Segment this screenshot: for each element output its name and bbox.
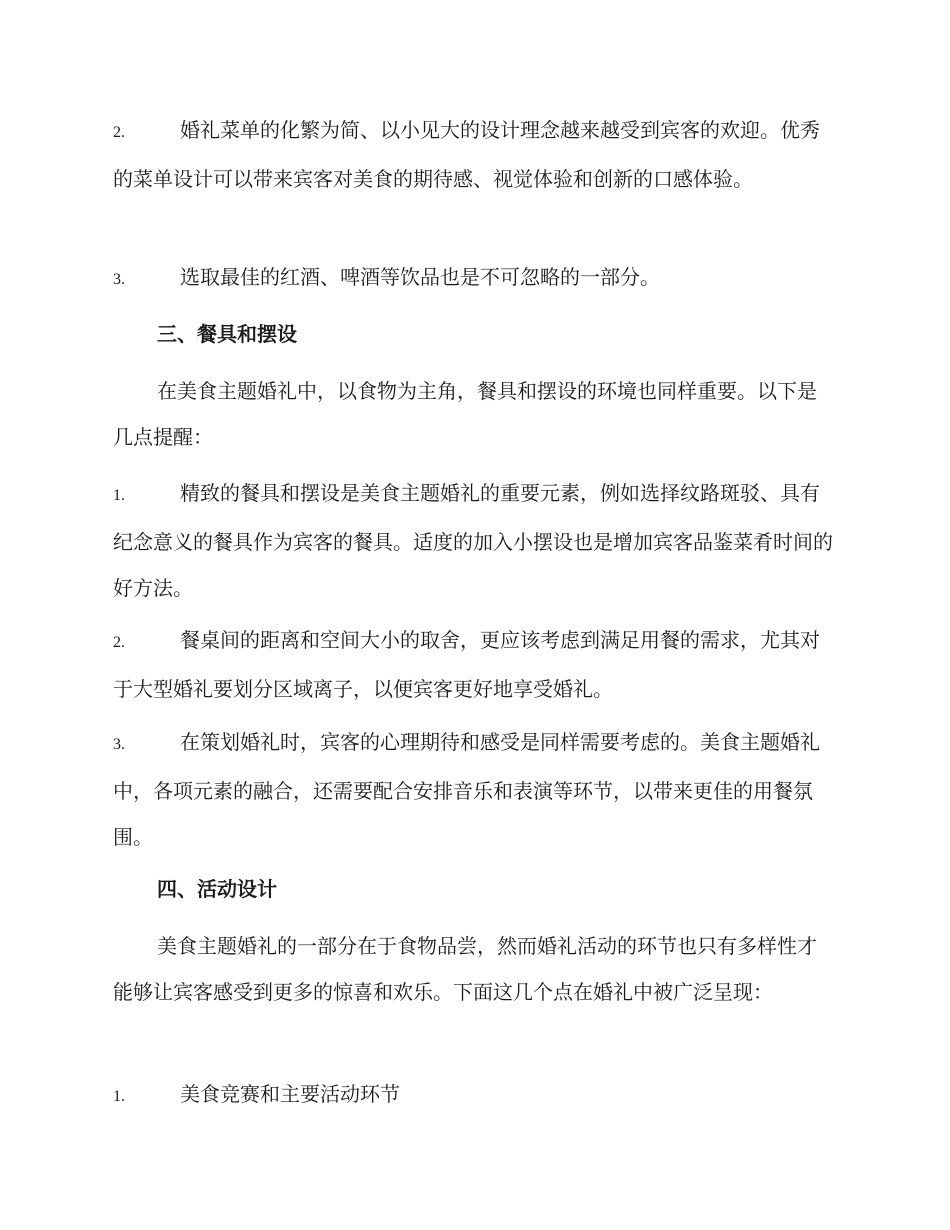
list-item — [113, 254, 833, 303]
list-text: 餐桌间的距离和空间大小的取舍，更应该考虑到满足用餐的需求，尤其对于大型婚礼要划分区域离子，以便宾客更好地享受婚礼。 — [113, 628, 820, 701]
section-heading-text: 四、活动设计 — [157, 877, 277, 901]
list-number: 2. — [113, 634, 125, 651]
list-text: 美食竞赛和主要活动环节 — [180, 1082, 400, 1106]
list-text: 在策划婚礼时，宾客的心理期待和感受是同样需要考虑的。美食主题婚礼中，各项元素的融合，还需要配合安排音乐和表演等环节，以带来更佳的用餐氛围。 — [113, 730, 820, 849]
list-item — [113, 107, 833, 202]
section-heading — [113, 866, 833, 912]
paragraph — [113, 368, 833, 460]
paragraph — [113, 923, 833, 1015]
list-number: 1. — [113, 487, 125, 504]
list-number: 2. — [113, 124, 125, 141]
paragraph-text: 在美食主题婚礼中，以食物为主角，餐具和摆设的环境也同样重要。以下是几点提醒： — [113, 379, 817, 449]
list-item — [113, 719, 833, 860]
list-number: 3. — [113, 736, 125, 753]
list-text: 选取最佳的红酒、啤酒等饮品也是不可忽略的一部分。 — [180, 265, 660, 289]
list-item — [113, 1071, 833, 1120]
section-heading-text: 三、餐具和摆设 — [157, 322, 297, 346]
list-text: 精致的餐具和摆设是美食主题婚礼的重要元素，例如选择纹路斑驳、具有纪念意义的餐具作为宾客的餐具。适度的加入小摆设也是增加宾客品鉴菜肴时间的好方法。 — [113, 481, 833, 600]
list-number: 3. — [113, 271, 125, 288]
list-item — [113, 617, 833, 712]
section-heading — [113, 311, 833, 357]
paragraph-text: 美食主题婚礼的一部分在于食物品尝，然而婚礼活动的环节也只有多样性才能够让宾客感受到更多的惊喜和欢乐。下面这几个点在婚礼中被广泛呈现： — [113, 934, 817, 1004]
list-item — [113, 470, 833, 611]
list-text: 婚礼菜单的化繁为简、以小见大的设计理念越来越受到宾客的欢迎。优秀的菜单设计可以带来宾客对美食的期待感、视觉体验和创新的口感体验。 — [113, 118, 820, 191]
list-number: 1. — [113, 1088, 125, 1105]
